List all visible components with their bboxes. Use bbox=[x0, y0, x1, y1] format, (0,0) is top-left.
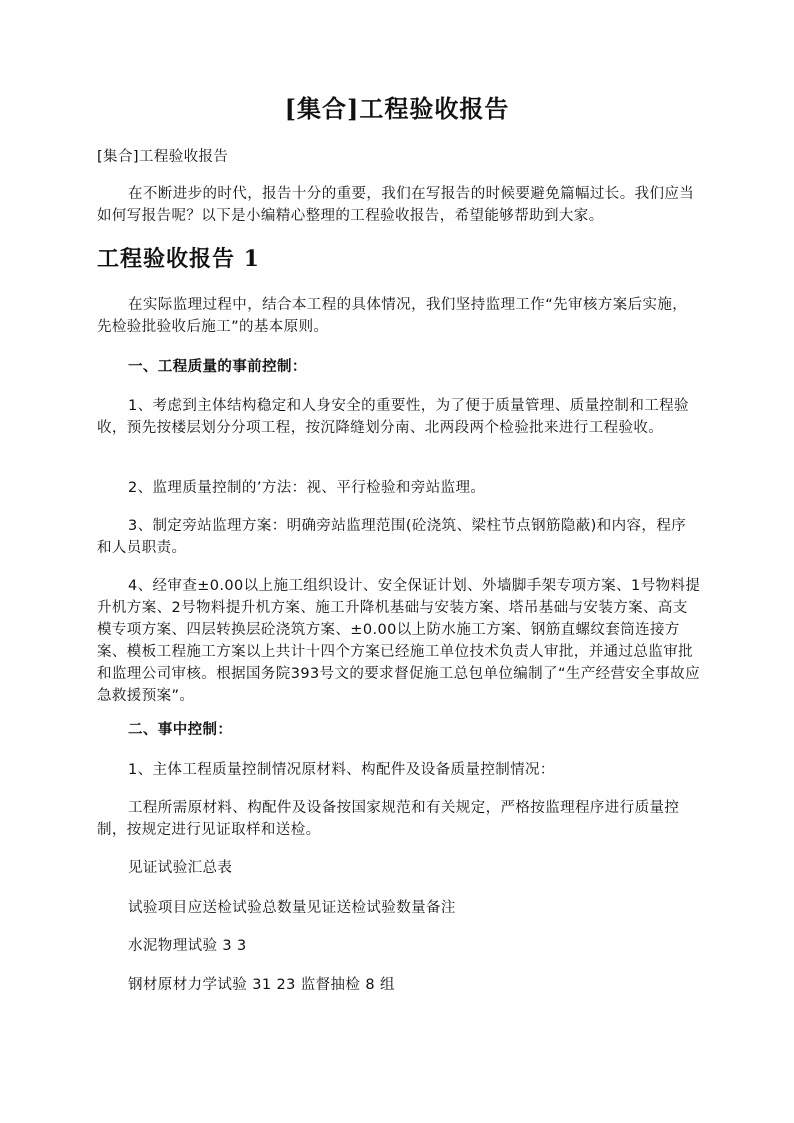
list-item-2: 2、监理质量控制的’方法：视、平行检验和旁站监理。 bbox=[128, 480, 486, 496]
list-item-1: 1、考虑到主体结构稳定和人身安全的重要性，为了便于质量管理、质量控制和工程验收，预先按楼层划分分项工程，按沉降缝划分南、北两段两个检验批来进行工程验收。 bbox=[97, 398, 689, 436]
list-item-3: 3、制定旁站监理方案：明确旁站监理范围(砼浇筑、梁柱节点钢筋隐蔽)和内容，程序和人员职责。 bbox=[97, 518, 687, 556]
section-heading: 工程验收报告 1 bbox=[97, 246, 260, 272]
paragraph-materials: 工程所需原材料、构配件及设备按国家规范和有关规定，严格按监理程序进行质量控制，按规定进行见证取样和送检。 bbox=[97, 800, 680, 838]
paragraph-principle: 在实际监理过程中，结合本工程的具体情况，我们坚持监理工作“先审核方案后实施，先检验批验收后施工”的基本原则。 bbox=[97, 297, 688, 335]
table-row: 钢材原材力学试验 31 23 监督抽检 8 组 bbox=[128, 977, 395, 993]
list-item-4: 4、经审查±0.00以上施工组织设计、安全保证计划、外墙脚手架专项方案、1号物料提升机方案、2号物料提升机方案、施工升降机基础与安装方案、塔吊基础与安装方案、高支模专项方案、四层转换层砼浇筑方案、±0.00以上防水施工方案、钢筋直螺纹套筒连接方案、模板工程施工方案以上共计十四个方案已经施工单位技术负责人审批，并通过总监审批和监理公司审核。根据国务院393号文的要求督促施工总包单位编制了“生产经营安全事故应急救援预案”。 bbox=[97, 578, 701, 704]
document-title: [集合]工程验收报告 bbox=[284, 94, 510, 123]
subheading-pre-control: 一、工程质量的事前控制： bbox=[128, 359, 307, 375]
intro-paragraph: 在不断进步的时代，报告十分的重要，我们在写报告的时候要避免篇幅过长。我们应当如何写报告呢？以下是小编精心整理的工程验收报告，希望能够帮助到大家。 bbox=[97, 186, 695, 224]
subtitle-line: [集合]工程验收报告 bbox=[97, 149, 229, 165]
table-row: 水泥物理试验 3 3 bbox=[128, 938, 247, 954]
list-item-5: 1、主体工程质量控制情况原材料、构配件及设备质量控制情况： bbox=[128, 762, 555, 778]
table-title: 见证试验汇总表 bbox=[128, 860, 233, 876]
table-header: 试验项目应送检试验总数量见证送检试验数量备注 bbox=[128, 900, 456, 916]
subheading-in-control: 二、事中控制： bbox=[128, 722, 233, 738]
